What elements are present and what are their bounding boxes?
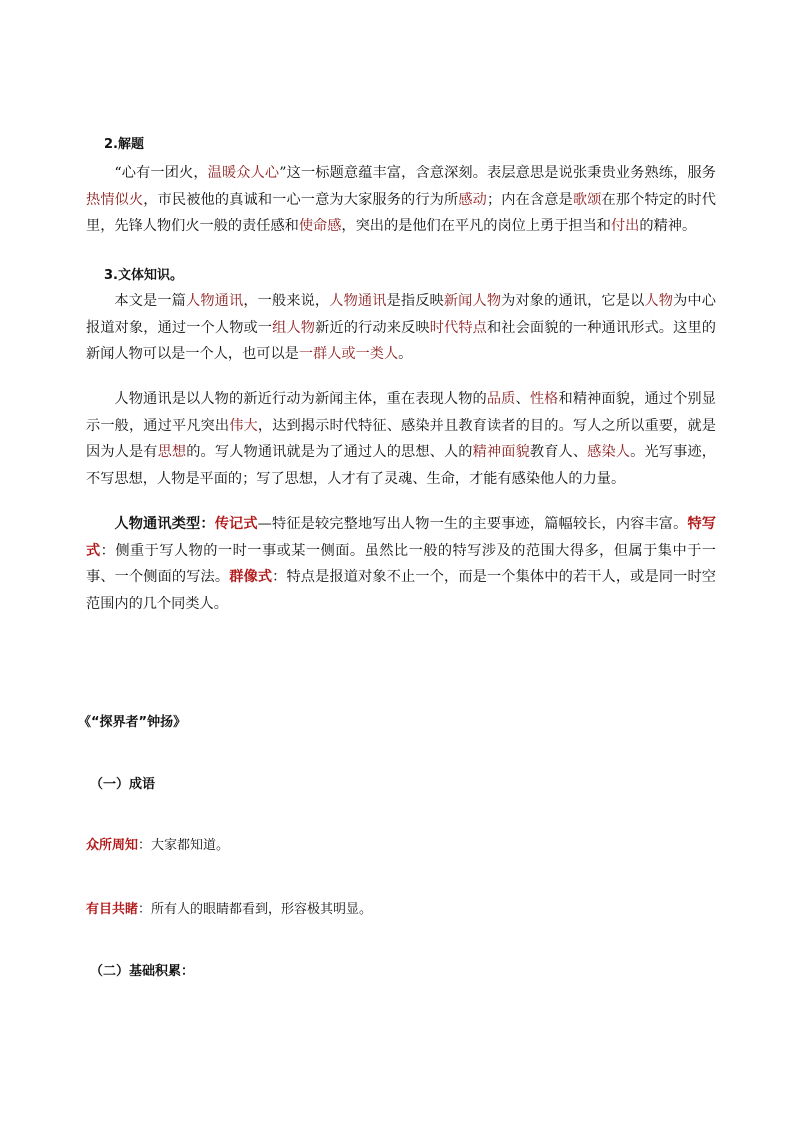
highlight-term: 时代特点 <box>429 319 487 336</box>
highlight-term: 一群人或一类人 <box>298 346 399 362</box>
idiom-definition: ：大家都知道。 <box>138 838 230 853</box>
text-run: 侧重于写人物的一时一事或某一侧面。虽然比一般的特写涉及的范围大得多，但属于集中于一事、一个侧面的写法。 <box>86 542 716 585</box>
lesson-title: 《“探界者”钟扬》 <box>78 715 187 730</box>
text-run: 、 <box>515 391 530 407</box>
text-run: 教育人、 <box>529 444 588 460</box>
text-run: “心有一团火， <box>114 165 208 181</box>
subsection-basics: （二）基础积累： <box>90 964 195 979</box>
idiom-definition: ：所有人的眼睛都看到，形容极其明显。 <box>138 902 373 917</box>
idiom-term: 众所周知 <box>86 838 139 853</box>
text-run: 为对象的通讯，它是以 <box>501 293 645 309</box>
highlight-term: 歌颂 <box>572 191 602 208</box>
type-term-biographical: 传记式 <box>214 516 258 532</box>
text-run: ，一般来说， <box>243 293 330 309</box>
text-run: ，突出的是他们在平凡的岗位上勇于担当和 <box>341 218 611 234</box>
highlight-term: 品质 <box>486 391 516 407</box>
section-3-paragraph-1 <box>86 288 716 368</box>
text-run: 和精神面貌，通过个别显示一般，通过平凡突出 <box>86 391 716 434</box>
text-run: 。光写事迹，不写思想，人物是平面的；写了思想，人才有了灵魂、生命，才能有感染他人的力量。 <box>86 444 716 487</box>
section-3-heading: 3.文体知识。 <box>104 268 183 283</box>
highlight-term: 人物通讯 <box>186 293 244 309</box>
text-run: ：特点是报道对象不止一个，而是一个集体中的若干人，或是同一时空范围内的几个同类人。 <box>86 569 716 612</box>
highlight-term: 使命感 <box>298 218 342 234</box>
subsection-idioms: （一）成语 <box>90 777 156 792</box>
type-term-group: 群像式 <box>229 569 273 585</box>
highlight-term: 付出 <box>610 218 640 234</box>
idiom-entry-2 <box>86 898 372 917</box>
section-3-paragraph-2 <box>86 386 716 492</box>
idiom-entry-1 <box>86 834 229 853</box>
text-run: 和社会面貌的一种通讯形式。这里的新闻人物可以是一个人，也可以是 <box>86 319 716 362</box>
text-run: 。 <box>398 346 413 362</box>
highlight-term: 新闻人物 <box>443 293 502 309</box>
highlight-term: 人物通讯 <box>329 293 387 309</box>
highlight-term: 性格 <box>529 391 559 407</box>
text-run: 为中心报道对象，通过一个人物或一 <box>86 293 716 336</box>
text-run: 的精神。 <box>639 218 697 234</box>
types-lead: 人物通讯类型： <box>114 516 215 532</box>
section-3-paragraph-3 <box>86 511 716 617</box>
idiom-term: 有目共睹 <box>86 902 139 917</box>
text-run: 是指反映 <box>386 293 444 309</box>
text-run: —特征是较完整地写出人物一生的主要事迹，篇幅较长，内容丰富。 <box>257 516 688 532</box>
text-run: 的。写人物通讯就是为了通过人的思想、人的 <box>186 444 473 460</box>
text-run: 在那个特定的时代里，先锋人物们火一般的责任感和 <box>86 191 716 234</box>
highlight-term: 思想 <box>157 444 187 460</box>
highlight-term: 精神面貌 <box>472 444 530 460</box>
highlight-term: 伟大 <box>229 417 258 434</box>
highlight-term: 感染人 <box>587 444 631 460</box>
highlight-term: 感动 <box>458 191 487 208</box>
text-run: ；内在含意是 <box>486 191 573 208</box>
section-2-heading: 2.解题 <box>104 137 144 152</box>
highlight-term: 热情似火 <box>86 191 144 208</box>
text-run: ，市民被他的真诚和一心一意为大家服务的行为所 <box>143 191 459 208</box>
highlight-term: 温暖众人心 <box>207 165 280 181</box>
highlight-term: 组人物 <box>272 319 316 336</box>
text-run: 新近的行动来反映 <box>315 319 430 336</box>
text-run: 人物通讯是以人物的新近行动为新闻主体，重在表现人物的 <box>114 391 487 407</box>
text-run: ，达到揭示时代特征、感染并且教育读者的目的。写人之所以重要，就是因为人是有 <box>86 417 716 460</box>
section-2-paragraph <box>86 160 716 240</box>
type-term-feature: 特写式 <box>86 516 716 559</box>
text-run: ： <box>100 542 116 559</box>
text-run: 本文是一篇 <box>114 293 187 309</box>
highlight-term: 人物 <box>644 293 674 309</box>
text-run: ”这一标题意蕴丰富，含意深刻。表层意思是说张秉贵业务熟练，服务 <box>279 165 716 181</box>
